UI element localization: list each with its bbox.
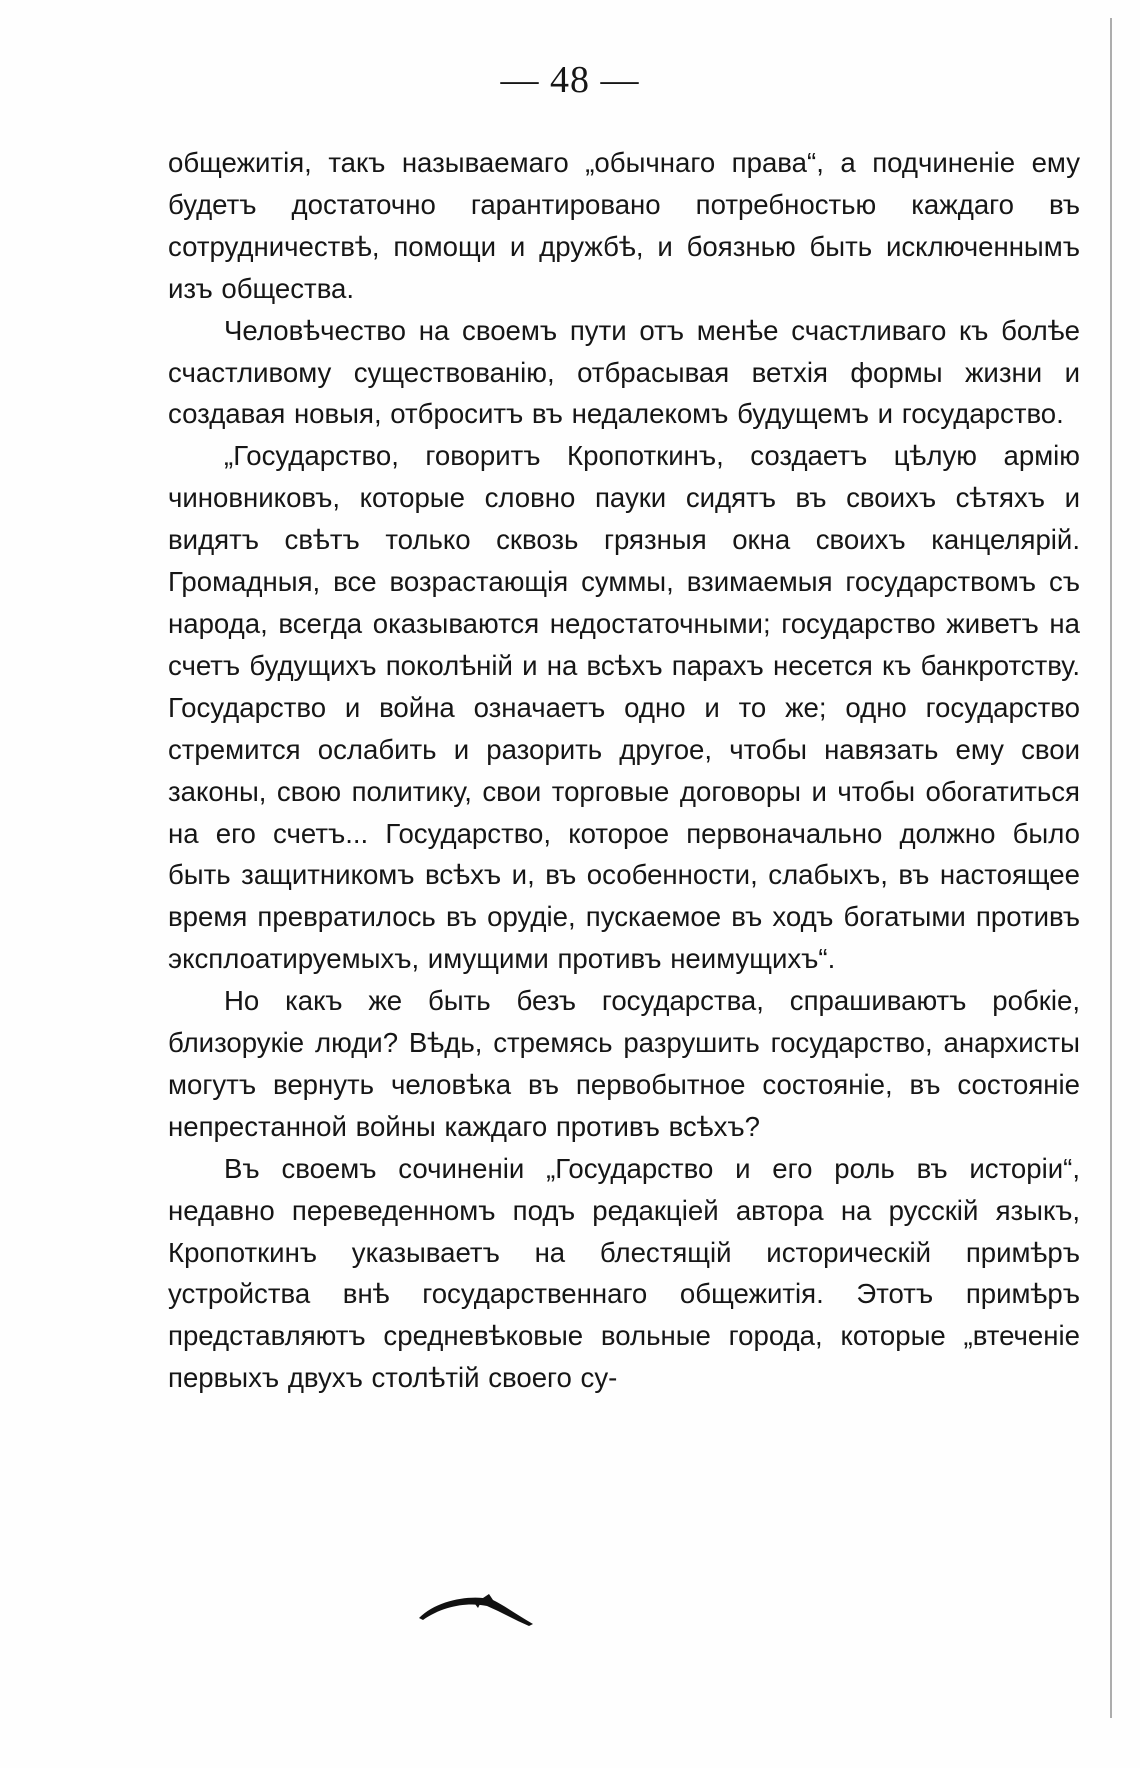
paragraph-5: Въ своемъ сочиненіи „Государство и его роль въ исторіи“, недавно переведенномъ подъ редакціей автора на русскій языкъ, Кропоткинъ указываетъ на блестящій историческій примѣръ устройства внѣ государственнаго общежитія. Этотъ примѣръ представляютъ средневѣковые вольные города, которые „втеченіе первыхъ двухъ столѣтій своего су- bbox=[168, 1152, 1080, 1394]
paragraph-4: Но какъ же быть безъ государства, спрашиваютъ робкіе, близорукіе люди? Вѣдь, стремясь разрушить государство, анархисты могутъ вернуть человѣка въ первобытное состояніе, въ состояніе непрестанной войны каждаго противъ всѣхъ? bbox=[168, 985, 1080, 1142]
main-text bbox=[168, 142, 1080, 1399]
ornament-icon bbox=[415, 1588, 545, 1632]
page-number: — 48 — bbox=[500, 59, 640, 101]
scan-edge-line bbox=[1110, 18, 1112, 1718]
paragraph-3: „Государство, говоритъ Кропоткинъ, создаетъ цѣлую армію чиновниковъ, которые словно пауки сидятъ въ своихъ сѣтяхъ и видятъ свѣтъ только сквозь грязныя окна своихъ канцелярій. Громадныя, все возрастающія суммы, взимаемыя государствомъ съ народа, всегда оказываются недостаточными; государство живетъ на счетъ будущихъ поколѣній и на всѣхъ парахъ несется къ банкротству. Государство и война означаетъ одно и то же; одно государство стремится ослабить и разорить другое, чтобы навязать ему свои законы, свою политику, свои торговые договоры и чтобы обогатиться на его счетъ... Государство, которое первоначально должно было быть защитникомъ всѣхъ и, въ особенности, слабыхъ, въ настоящее время превратилось въ орудіе, пускаемое въ ходъ богатыми противъ эксплоатируемыхъ, имущими противъ неимущихъ“. bbox=[168, 440, 1080, 975]
paragraph-1: общежитія, такъ называемаго „обычнаго права“, а подчиненіе ему будетъ достаточно гарантировано потребностью каждаго въ сотрудничествѣ, помощи и дружбѣ, и боязнью быть исключеннымъ изъ общества. bbox=[168, 147, 1080, 304]
paragraph-2: Человѣчество на своемъ пути отъ менѣе счастливаго къ болѣе счастливому существованію, отбрасывая ветхія формы жизни и создавая новыя, отброситъ въ недалекомъ будущемъ и государство. bbox=[168, 314, 1080, 430]
